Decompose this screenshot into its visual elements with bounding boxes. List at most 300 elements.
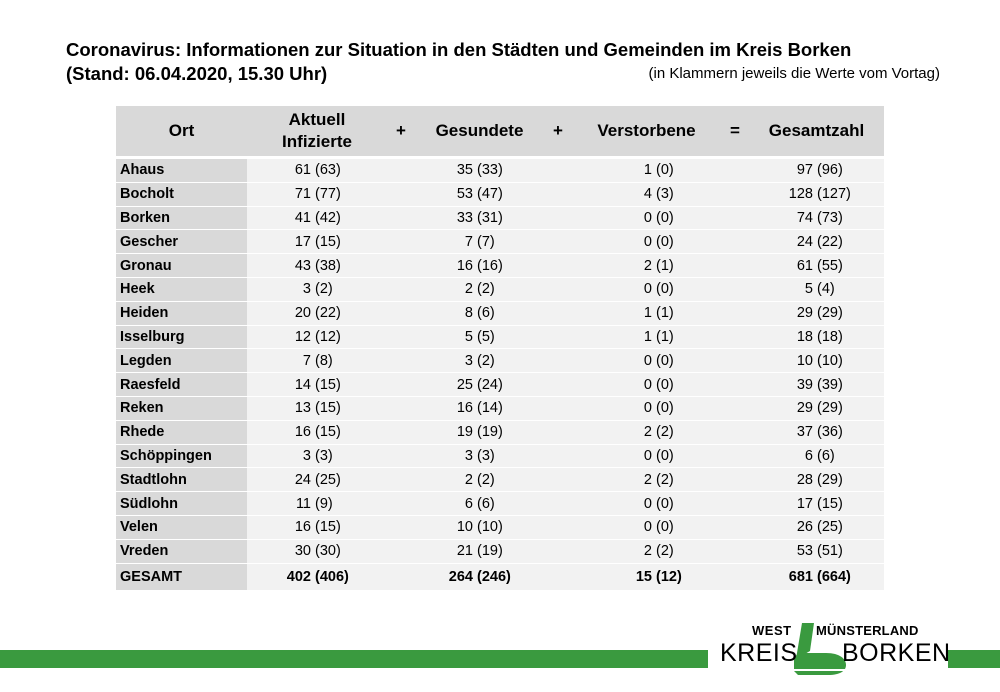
previous-inf: (15): [315, 424, 341, 441]
cell-ver: [572, 492, 721, 516]
operator-spacer: [387, 207, 415, 231]
value-tot: 39: [796, 376, 813, 393]
value-ver: 15: [635, 568, 652, 585]
value-inf: 402: [286, 568, 311, 585]
value-tot: 24: [796, 233, 813, 250]
previous-tot: (15): [817, 495, 843, 512]
cell-inf: [247, 159, 387, 183]
value-ver: 0: [643, 447, 652, 464]
header-infizierte-line1: Aktuell: [288, 110, 346, 129]
value-ges: 25: [456, 376, 473, 393]
previous-ges: (6): [477, 305, 495, 322]
value-inf: 61: [294, 162, 311, 179]
previous-ver: (0): [656, 352, 674, 369]
table-body: [116, 159, 884, 591]
value-ver: 1: [643, 162, 652, 179]
value-inf: 7: [302, 352, 311, 369]
table-row: [116, 254, 884, 278]
operator-spacer: [544, 540, 572, 564]
value-ver: 0: [643, 400, 652, 417]
operator-spacer: [544, 397, 572, 421]
table-row: [116, 373, 884, 397]
page-title: Coronavirus: Informationen zur Situation in den Städten und Gemeinden im Kreis Borken: [66, 39, 852, 60]
city-statistics-table: [116, 106, 884, 591]
cell-inf: [247, 540, 387, 564]
cell-ges: [415, 278, 544, 302]
previous-inf: (25): [315, 471, 341, 488]
operator-spacer: [544, 421, 572, 445]
value-inf: 13: [294, 400, 311, 417]
value-ges: 3: [464, 352, 473, 369]
cell-tot: [749, 278, 884, 302]
cell-ort: Ahaus: [116, 159, 247, 183]
previous-inf: (77): [315, 186, 341, 203]
operator-spacer: [721, 445, 749, 469]
previous-ver: (0): [656, 400, 674, 417]
previous-tot: (73): [817, 209, 843, 226]
value-ges: 7: [464, 233, 473, 250]
cell-inf: [247, 278, 387, 302]
cell-ges: [415, 349, 544, 373]
logo-muensterland-text: MÜNSTERLAND: [816, 623, 919, 638]
value-ver: 0: [643, 352, 652, 369]
value-tot: 53: [796, 543, 813, 560]
value-tot: 37: [796, 424, 813, 441]
operator-spacer: [387, 564, 415, 591]
previous-inf: (2): [315, 281, 333, 298]
operator-spacer: [544, 207, 572, 231]
cell-inf: [247, 302, 387, 326]
value-tot: 29: [796, 305, 813, 322]
cell-inf: [247, 445, 387, 469]
cell-ges: [415, 516, 544, 540]
cell-tot: [749, 230, 884, 254]
value-ver: 4: [643, 186, 652, 203]
cell-ges: [415, 326, 544, 350]
table-row: [116, 302, 884, 326]
table-header-row: [116, 106, 884, 159]
cell-ver: [572, 230, 721, 254]
cell-ver: [572, 159, 721, 183]
title-row-2: [66, 62, 946, 86]
operator-spacer: [544, 326, 572, 350]
cell-tot: [749, 564, 884, 591]
value-inf: 24: [294, 471, 311, 488]
value-inf: 17: [294, 233, 311, 250]
cell-ort: Rhede: [116, 421, 247, 445]
table-row: [116, 326, 884, 350]
value-ver: 0: [643, 519, 652, 536]
table-total-row: [116, 564, 884, 591]
value-tot: 26: [796, 519, 813, 536]
previous-ges: (14): [477, 400, 503, 417]
header-plus-2: +: [544, 106, 572, 159]
status-date: (Stand: 06.04.2020, 15.30 Uhr): [66, 63, 328, 84]
operator-spacer: [387, 397, 415, 421]
operator-spacer: [387, 159, 415, 183]
table-row: [116, 349, 884, 373]
cell-inf: [247, 254, 387, 278]
operator-spacer: [721, 207, 749, 231]
cell-tot: [749, 445, 884, 469]
header-verstorbene: Verstorbene: [572, 106, 721, 159]
previous-ges: (2): [477, 471, 495, 488]
value-inf: 3: [302, 447, 311, 464]
previous-inf: (3): [315, 447, 333, 464]
previous-ver: (2): [656, 543, 674, 560]
operator-spacer: [387, 302, 415, 326]
value-tot: 10: [796, 352, 813, 369]
cell-ort: Heiden: [116, 302, 247, 326]
cell-tot: [749, 207, 884, 231]
operator-spacer: [387, 421, 415, 445]
cell-ver: [572, 397, 721, 421]
operator-spacer: [721, 516, 749, 540]
value-ges: 10: [456, 519, 473, 536]
operator-spacer: [721, 326, 749, 350]
operator-spacer: [721, 302, 749, 326]
value-ges: 6: [464, 495, 473, 512]
cell-ges: [415, 373, 544, 397]
previous-tot: (4): [817, 281, 835, 298]
cell-inf: [247, 564, 387, 591]
previous-tot: (18): [817, 328, 843, 345]
operator-spacer: [721, 540, 749, 564]
cell-tot: [749, 183, 884, 207]
operator-spacer: [544, 564, 572, 591]
cell-ver: [572, 349, 721, 373]
previous-ver: (0): [656, 376, 674, 393]
operator-spacer: [721, 349, 749, 373]
previous-tot: (6): [817, 447, 835, 464]
value-ver: 2: [643, 257, 652, 274]
previous-ver: (0): [656, 209, 674, 226]
cell-ges: [415, 468, 544, 492]
previous-tot: (39): [817, 376, 843, 393]
cell-ver: [572, 540, 721, 564]
cell-ver: [572, 421, 721, 445]
cell-ort: Gronau: [116, 254, 247, 278]
cell-tot: [749, 540, 884, 564]
previous-tot: (29): [817, 305, 843, 322]
header-gesamtzahl: Gesamtzahl: [749, 106, 884, 159]
operator-spacer: [544, 230, 572, 254]
previous-inf: (12): [315, 328, 341, 345]
cell-ges: [415, 207, 544, 231]
value-inf: 16: [294, 519, 311, 536]
cell-ort: Schöppingen: [116, 445, 247, 469]
operator-spacer: [544, 302, 572, 326]
value-tot: 681: [788, 568, 813, 585]
previous-inf: (22): [315, 305, 341, 322]
header-ort: Ort: [116, 106, 247, 159]
cell-tot: [749, 326, 884, 350]
green-bar-left: [0, 650, 708, 668]
previous-ver: (0): [656, 495, 674, 512]
value-ges: 264: [448, 568, 473, 585]
table-row: [116, 492, 884, 516]
value-ges: 2: [464, 281, 473, 298]
value-tot: 61: [796, 257, 813, 274]
previous-ver: (2): [656, 471, 674, 488]
value-inf: 30: [294, 543, 311, 560]
operator-spacer: [721, 254, 749, 278]
cell-ver: [572, 445, 721, 469]
cell-ort: Vreden: [116, 540, 247, 564]
cell-inf: [247, 207, 387, 231]
table-row: [116, 278, 884, 302]
header-infizierte-line2: Infizierte: [282, 132, 352, 151]
cell-ort: Raesfeld: [116, 373, 247, 397]
previous-inf: (15): [315, 519, 341, 536]
value-tot: 5: [804, 281, 813, 298]
previous-inf: (15): [315, 400, 341, 417]
previous-ges: (47): [477, 186, 503, 203]
cell-ver: [572, 207, 721, 231]
operator-spacer: [387, 492, 415, 516]
previous-ver: (0): [656, 281, 674, 298]
cell-inf: [247, 373, 387, 397]
previous-ges: (19): [477, 424, 503, 441]
operator-spacer: [387, 254, 415, 278]
operator-spacer: [544, 492, 572, 516]
previous-ges: (19): [477, 543, 503, 560]
operator-spacer: [721, 159, 749, 183]
cell-ges: [415, 302, 544, 326]
previous-tot: (55): [817, 257, 843, 274]
table-row: [116, 540, 884, 564]
cell-tot: [749, 302, 884, 326]
cell-inf: [247, 230, 387, 254]
operator-spacer: [721, 421, 749, 445]
table-row: [116, 445, 884, 469]
header-aktuell-infizierte: [247, 106, 387, 159]
value-inf: 11: [295, 495, 311, 512]
cell-ges: [415, 230, 544, 254]
previous-tot: (96): [817, 162, 843, 179]
cell-ver: [572, 468, 721, 492]
operator-spacer: [721, 468, 749, 492]
cell-ort: Isselburg: [116, 326, 247, 350]
previous-ges: (5): [477, 328, 495, 345]
value-ges: 5: [464, 328, 473, 345]
previous-ver: (0): [656, 233, 674, 250]
previous-tot: (29): [817, 471, 843, 488]
cell-ort: Legden: [116, 349, 247, 373]
cell-tot: [749, 468, 884, 492]
value-ver: 1: [643, 305, 652, 322]
cell-inf: [247, 492, 387, 516]
operator-spacer: [721, 278, 749, 302]
table-row: [116, 207, 884, 231]
operator-spacer: [387, 230, 415, 254]
table-row: [116, 468, 884, 492]
cell-inf: [247, 349, 387, 373]
cell-ort: Heek: [116, 278, 247, 302]
cell-inf: [247, 326, 387, 350]
previous-ver: (2): [656, 424, 674, 441]
previous-ges: (24): [477, 376, 503, 393]
cell-ver: [572, 254, 721, 278]
value-inf: 41: [294, 209, 311, 226]
cell-tot: [749, 349, 884, 373]
value-ver: 0: [643, 209, 652, 226]
cell-ort: Bocholt: [116, 183, 247, 207]
previous-inf: (63): [315, 162, 341, 179]
operator-spacer: [387, 516, 415, 540]
previous-tot: (664): [817, 568, 851, 585]
value-inf: 12: [294, 328, 311, 345]
cell-ges: [415, 564, 544, 591]
operator-spacer: [721, 230, 749, 254]
value-ges: 21: [456, 543, 473, 560]
operator-spacer: [387, 540, 415, 564]
previous-inf: (406): [315, 568, 349, 585]
cell-inf: [247, 397, 387, 421]
previous-inf: (9): [315, 495, 333, 512]
cell-ver: [572, 516, 721, 540]
value-inf: 71: [294, 186, 311, 203]
operator-spacer: [544, 445, 572, 469]
operator-spacer: [721, 564, 749, 591]
previous-inf: (8): [315, 352, 333, 369]
value-ver: 2: [643, 543, 652, 560]
cell-inf: [247, 421, 387, 445]
previous-inf: (15): [315, 233, 341, 250]
operator-spacer: [544, 373, 572, 397]
operator-spacer: [387, 373, 415, 397]
value-inf: 3: [302, 281, 311, 298]
previous-ges: (2): [477, 281, 495, 298]
previous-tot: (22): [817, 233, 843, 250]
cell-ver: [572, 326, 721, 350]
operator-spacer: [387, 445, 415, 469]
previous-ver: (0): [656, 519, 674, 536]
cell-ver: [572, 278, 721, 302]
table-row: [116, 397, 884, 421]
value-tot: 29: [796, 400, 813, 417]
operator-spacer: [387, 183, 415, 207]
value-ges: 19: [456, 424, 473, 441]
value-tot: 17: [796, 495, 813, 512]
value-ges: 2: [464, 471, 473, 488]
operator-spacer: [544, 278, 572, 302]
value-inf: 43: [294, 257, 311, 274]
operator-spacer: [544, 468, 572, 492]
value-tot: 18: [796, 328, 813, 345]
table-row: [116, 183, 884, 207]
logo-borken-text: BORKEN: [842, 639, 951, 667]
cell-ver: [572, 373, 721, 397]
previous-ges: (31): [477, 209, 503, 226]
value-ver: 0: [643, 281, 652, 298]
cell-inf: [247, 183, 387, 207]
operator-spacer: [387, 278, 415, 302]
title-block: [66, 38, 946, 86]
previous-tot: (127): [817, 186, 851, 203]
cell-tot: [749, 516, 884, 540]
operator-spacer: [387, 468, 415, 492]
value-ver: 0: [643, 376, 652, 393]
previous-ges: (10): [477, 519, 503, 536]
previous-ges: (2): [477, 352, 495, 369]
cell-ort: Borken: [116, 207, 247, 231]
operator-spacer: [544, 516, 572, 540]
previous-tot: (36): [817, 424, 843, 441]
previous-ges: (7): [477, 233, 495, 250]
cell-inf: [247, 516, 387, 540]
operator-spacer: [387, 326, 415, 350]
table-row: [116, 230, 884, 254]
value-ges: 33: [456, 209, 473, 226]
previous-ver: (1): [656, 257, 674, 274]
cell-ort: Velen: [116, 516, 247, 540]
operator-spacer: [544, 183, 572, 207]
cell-ges: [415, 183, 544, 207]
cell-ort: Südlohn: [116, 492, 247, 516]
cell-ort: Gescher: [116, 230, 247, 254]
table-row: [116, 516, 884, 540]
cell-ort: Stadtlohn: [116, 468, 247, 492]
table-row: [116, 421, 884, 445]
cell-tot: [749, 492, 884, 516]
previous-ges: (16): [477, 257, 503, 274]
green-bar-right: [948, 650, 1000, 668]
previous-tot: (25): [817, 519, 843, 536]
previous-day-note: (in Klammern jeweils die Werte vom Vortag): [648, 65, 940, 82]
value-ges: 35: [456, 162, 473, 179]
value-inf: 16: [294, 424, 311, 441]
cell-tot: [749, 421, 884, 445]
operator-spacer: [544, 159, 572, 183]
previous-ver: (1): [656, 305, 674, 322]
previous-ver: (1): [656, 328, 674, 345]
value-ver: 1: [643, 328, 652, 345]
kreis-borken-logo: [718, 619, 951, 679]
previous-ver: (0): [656, 447, 674, 464]
header-gesundete: Gesundete: [415, 106, 544, 159]
value-ges: 16: [456, 257, 473, 274]
previous-ver: (0): [656, 162, 674, 179]
previous-tot: (51): [817, 543, 843, 560]
value-ges: 3: [464, 447, 473, 464]
cell-ort: Reken: [116, 397, 247, 421]
cell-ges: [415, 421, 544, 445]
logo-west-text: WEST: [752, 623, 792, 638]
value-ges: 16: [456, 400, 473, 417]
value-ver: 2: [643, 424, 652, 441]
cell-tot: [749, 397, 884, 421]
header-equals: =: [721, 106, 749, 159]
cell-ges: [415, 397, 544, 421]
cell-ges: [415, 159, 544, 183]
previous-ver: (3): [656, 186, 674, 203]
cell-tot: [749, 254, 884, 278]
value-ver: 2: [643, 471, 652, 488]
value-tot: 28: [796, 471, 813, 488]
value-ver: 0: [643, 495, 652, 512]
operator-spacer: [721, 373, 749, 397]
previous-ver: (12): [656, 568, 682, 585]
cell-ort: GESAMT: [116, 564, 247, 591]
value-inf: 20: [294, 305, 311, 322]
value-ges: 8: [464, 305, 473, 322]
value-inf: 14: [294, 376, 311, 393]
table-row: [116, 159, 884, 183]
previous-ges: (3): [477, 447, 495, 464]
previous-ges: (33): [477, 162, 503, 179]
previous-inf: (30): [315, 543, 341, 560]
